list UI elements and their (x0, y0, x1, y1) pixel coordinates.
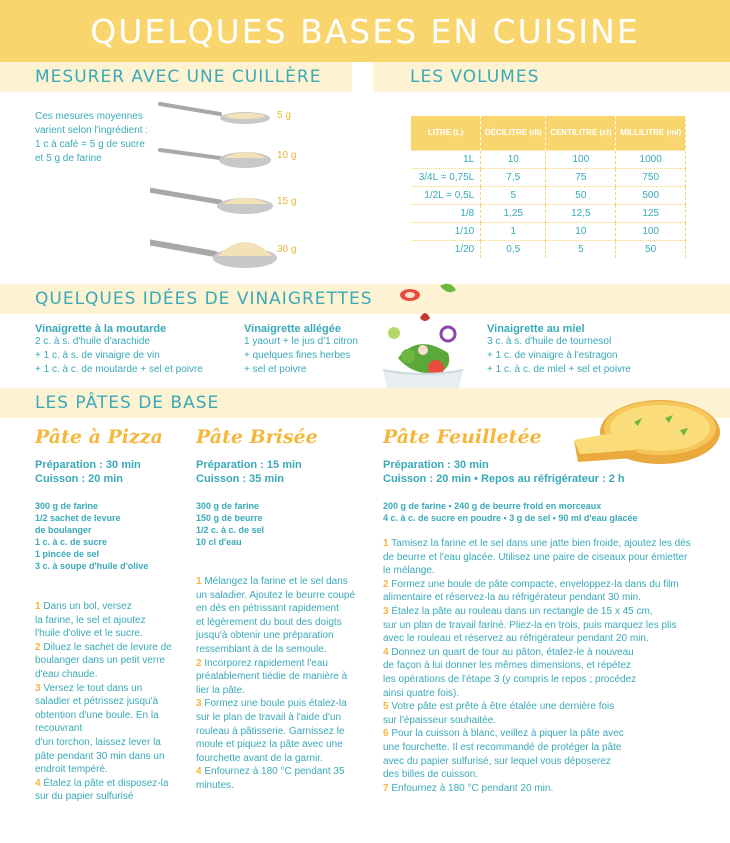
table-cell: 125 (616, 204, 686, 222)
table-row (411, 168, 686, 186)
vinaigrette-title: Vinaigrette au miel (487, 323, 585, 335)
ingredient: 300 g de farine (35, 501, 99, 511)
step-text: une fourchette. Il est recommandé de protéger la pâte (383, 741, 622, 753)
table-cell: 1/2L = 0,5L (411, 186, 481, 204)
step-text: Formez une boule puis étalez-la (204, 698, 347, 710)
step-text: ainsi quatre fois). (383, 687, 460, 699)
measure-note-line: varient selon l'ingrédient : (35, 125, 149, 136)
table-row (411, 150, 686, 168)
step-text: saladier et pétrissez jusqu'à (35, 696, 159, 708)
measure-note-line: 1 c à café = 5 g de sucre (35, 139, 145, 150)
step-text: moule et piquez la pâte avec une (196, 739, 343, 751)
table-cell: 1,25 (481, 204, 546, 222)
volumes-heading: LES VOLUMES (410, 67, 540, 87)
ingredient: 150 g de beurre (196, 513, 263, 523)
step-text: préalablement tiédie de manière à (196, 671, 348, 683)
step-number: 2 (35, 641, 41, 653)
table-cell: 500 (616, 186, 686, 204)
step-text: d'un torchon, laissez lever la (35, 736, 161, 748)
step-text: recouvrant (35, 723, 83, 735)
vinaigrette-line: + 1 c. à c. de miel + sel et poivre (487, 364, 631, 375)
step-number: 3 (196, 698, 202, 710)
table-row (411, 240, 686, 258)
step-text: fourchette avant de la garnir. (196, 752, 323, 764)
table-cell: 100 (616, 222, 686, 240)
step-text: alimentaire et réservez-la au réfrigérateur pendant 30 min. (383, 592, 641, 604)
step-number: 3 (383, 605, 389, 617)
step-text: lier la pâte. (196, 684, 245, 696)
table-cell: 7,5 (481, 168, 546, 186)
ingredient: 3 c. à soupe d'huile d'olive (35, 561, 149, 571)
vinaigrette-line: + 1 c. à s. de vinaigre de vin (35, 350, 160, 361)
step (383, 646, 691, 660)
table-header-row (411, 116, 686, 150)
table-header: CENTILITRE (cl) (546, 116, 616, 150)
step (383, 605, 691, 619)
ingredient: 1 c. à c. de sucre (35, 537, 108, 547)
step-text: jusqu'à obtenir une préparation (196, 630, 334, 642)
step-text: Donnez un quart de tour au pâton, étalez-le à nouveau (391, 646, 634, 658)
vinaigrette-title: Vinaigrette à la moutarde (35, 323, 167, 335)
page-title: QUELQUES BASES EN CUISINE (90, 12, 640, 51)
step-text: l'huile d'olive et le sucre. (35, 628, 143, 640)
step-number: 6 (383, 728, 389, 740)
step-text: ressemblant à de la semoule. (196, 643, 327, 655)
pates-heading: LES PÂTES DE BASE (35, 393, 220, 413)
step-text: Enfournez à 180 °C pendant 35 (204, 766, 345, 778)
step-text: endroit tempéré. (35, 764, 108, 776)
prep-time: Préparation : 30 min (383, 459, 489, 471)
table-row (411, 222, 686, 240)
step-number: 4 (35, 777, 41, 789)
step-text: sur du papier sulfurisé (35, 791, 134, 803)
pizza-title: Pâte à Pizza (35, 426, 163, 448)
ingredient: de boulanger (35, 525, 92, 535)
step-text: sur un plan de travail fariné. Pliez-la en trois, puis marquez les plis (383, 619, 677, 631)
step (35, 600, 172, 614)
spoon-icon (160, 150, 271, 168)
pizza-steps (35, 600, 172, 804)
step-text: obtention d'une boule. En la (35, 709, 159, 721)
brisee-steps (196, 575, 355, 793)
step (35, 682, 172, 696)
vinaigrette-line: + sel et poivre (244, 364, 307, 375)
step-number: 4 (196, 766, 202, 778)
step-number: 2 (196, 657, 202, 669)
step-number: 2 (383, 578, 389, 590)
vinaigrette-title: Vinaigrette allégée (244, 323, 342, 335)
step-text: minutes. (196, 779, 234, 791)
step-number: 3 (35, 682, 41, 694)
step-text: Enfournez à 180 °C pendant 20 min. (391, 782, 554, 794)
cook-time: Cuisson : 20 min (35, 473, 124, 485)
step-text: d'eau chaude. (35, 668, 98, 680)
spoon-icon (160, 104, 270, 124)
step-text: en dés en pétrissant rapidement (196, 603, 339, 615)
step-text: Mélangez la farine et le sel dans (204, 576, 348, 587)
spoons-illustration (150, 98, 290, 278)
table-cell: 1/20 (411, 240, 481, 258)
volumes-table (411, 116, 686, 258)
step-text: Dans un bol, versez (43, 601, 132, 612)
step (196, 697, 355, 711)
vinaigrette-line: + 1 c. à c. de moutarde + sel et poivre (35, 364, 203, 375)
spoon-icon (150, 186, 273, 214)
vinaigrette-allegee (244, 323, 358, 377)
ingredient: 300 g de farine (196, 501, 260, 511)
step-text: sur le plan de travail à l'aide d'un (196, 711, 342, 723)
step-text: pâte pendant 30 min dans un (35, 750, 165, 762)
vinaigrette-line: 1 yaourt + le jus d'1 citron (244, 336, 358, 347)
step-text: un saladier. Ajoutez le beurre coupé (196, 589, 355, 601)
vinaigrette-line: 2 c. à s. d'huile d'arachide (35, 336, 150, 347)
spoon-label: 10 g (277, 150, 297, 161)
step-text: avec du papier sulfurisé, sur lequel vous déposerez (383, 755, 611, 767)
step-text: Formez une boule de pâte compacte, enveloppez-la dans du film (391, 578, 679, 590)
table-cell: 10 (546, 222, 616, 240)
ingredient: 1/2 sachet de levure (35, 513, 121, 523)
table-cell: 50 (546, 186, 616, 204)
step (35, 641, 172, 655)
prep-time: Préparation : 30 min (35, 459, 141, 471)
step-text: les opérations de l'étape 3 (y compris le repos ; procédez (383, 673, 637, 685)
prep-time: Préparation : 15 min (196, 459, 302, 471)
table-cell: 3/4L = 0,75L (411, 168, 481, 186)
measure-note-line: Ces mesures moyennes (35, 111, 143, 122)
vinaigrette-line: + 1 c. de vinaigre à l'estragon (487, 350, 618, 361)
pizza-times (35, 458, 141, 486)
brisee-title: Pâte Brisée (196, 426, 318, 448)
step (383, 537, 691, 551)
table-row (411, 204, 686, 222)
spoon-label: 30 g (277, 244, 297, 255)
table-cell: 12,5 (546, 204, 616, 222)
step-text: Versez le tout dans un (43, 682, 143, 694)
step-text: Diluez le sachet de levure de (43, 641, 172, 653)
step-text: sur l'épaisseur souhaitée. (383, 714, 497, 726)
feuilletee-ingredients (383, 500, 638, 524)
step (196, 575, 355, 589)
table-row (411, 186, 686, 204)
pizza-ingredients (35, 500, 148, 572)
step (196, 657, 355, 671)
vinaigrettes-heading: QUELQUES IDÉES DE VINAIGRETTES (35, 289, 373, 309)
step-text: la farine, le sel et ajoutez (35, 614, 146, 626)
measure-heading: MESURER AVEC UNE CUILLÈRE (35, 67, 322, 87)
ingredient: 200 g de farine • 240 g de beurre froid en morceaux (383, 501, 602, 511)
step-text: Votre pâte est prête à être étalée une dernière fois (391, 701, 615, 713)
table-cell: 1L (411, 150, 481, 168)
ingredient: 1 pincée de sel (35, 549, 100, 559)
step-number: 7 (383, 782, 389, 794)
step (35, 777, 172, 791)
spoon-label: 5 g (277, 110, 291, 121)
measure-note (35, 110, 148, 166)
step-text: Pour la cuisson à blanc, veillez à piquer la pâte avec (391, 728, 624, 740)
step-text: boulanger dans un petit verre (35, 655, 166, 667)
brisee-times (196, 458, 302, 486)
table-cell: 1000 (616, 150, 686, 168)
step-number: 5 (383, 701, 389, 713)
step-text: Étalez la pâte et disposez-la (43, 777, 169, 789)
feuilletee-title: Pâte Feuilletée (383, 426, 542, 448)
step (196, 765, 355, 779)
table-cell: 75 (546, 168, 616, 186)
table-cell: 10 (481, 150, 546, 168)
vinaigrette-line: 3 c. à s. d'huile de tournesol (487, 336, 612, 347)
table-cell: 1/10 (411, 222, 481, 240)
table-header: MILLILITRE (ml) (616, 116, 686, 150)
table-cell: 1 (481, 222, 546, 240)
table-cell: 5 (481, 186, 546, 204)
table-cell: 100 (546, 150, 616, 168)
step-number: 1 (196, 576, 202, 587)
table-cell: 5 (546, 240, 616, 258)
ingredient: 4 c. à c. de sucre en poudre • 3 g de sel • 90 ml d'eau glacée (383, 513, 638, 523)
step (383, 782, 691, 796)
table-cell: 50 (616, 240, 686, 258)
vinaigrette-line: + quelques fines herbes (244, 350, 351, 361)
step-text: et légèrement du bout des doigts (196, 616, 342, 628)
step-number: 4 (383, 646, 389, 658)
step (383, 700, 691, 714)
step-text: avec le rouleau et réservez au réfrigérateur pendant 20 min. (383, 633, 649, 645)
ingredient: 10 cl d'eau (196, 537, 242, 547)
step-number: 1 (383, 538, 389, 549)
step-text: le mélange. (383, 565, 435, 577)
feuilletee-steps (383, 537, 691, 795)
spoon-icon (150, 238, 277, 268)
step (383, 578, 691, 592)
table-header: DÉCILITRE (dl) (481, 116, 546, 150)
vinaigrette-miel (487, 323, 631, 377)
table-cell: 750 (616, 168, 686, 186)
step (383, 727, 691, 741)
step-text: Tamisez la farine et le sel dans une jatte bien froide, ajoutez les dés (391, 538, 691, 549)
cook-time: Cuisson : 35 min (196, 473, 285, 485)
brisee-ingredients (196, 500, 264, 548)
step-text: des billes de cuisson. (383, 769, 479, 781)
table-cell: 0,5 (481, 240, 546, 258)
ingredient: 1/2 c. à c. de sel (196, 525, 265, 535)
step-number: 1 (35, 601, 41, 612)
cook-time: Cuisson : 20 min • Repos au réfrigérateur : 2 h (383, 473, 625, 485)
step-text: rouleau à pâtisserie. Garnissez le (196, 725, 345, 737)
table-header: LITRE (L) (411, 116, 481, 150)
measure-note-line: et 5 g de farine (35, 153, 102, 164)
table-cell: 1/8 (411, 204, 481, 222)
step-text: Incorporez rapidement l'eau (204, 657, 328, 669)
step-text: de façon à lui donner les mêmes dimensions, et répétez (383, 660, 631, 672)
spoon-label: 15 g (277, 196, 297, 207)
feuilletee-times (383, 458, 625, 486)
vinaigrette-moutarde (35, 323, 203, 377)
step-text: Étalez la pâte au rouleau dans un rectangle de 15 x 45 cm, (388, 605, 653, 617)
step-text: de beurre et l'eau glacée. Utilisez une paire de ciseaux pour émietter (383, 551, 688, 563)
